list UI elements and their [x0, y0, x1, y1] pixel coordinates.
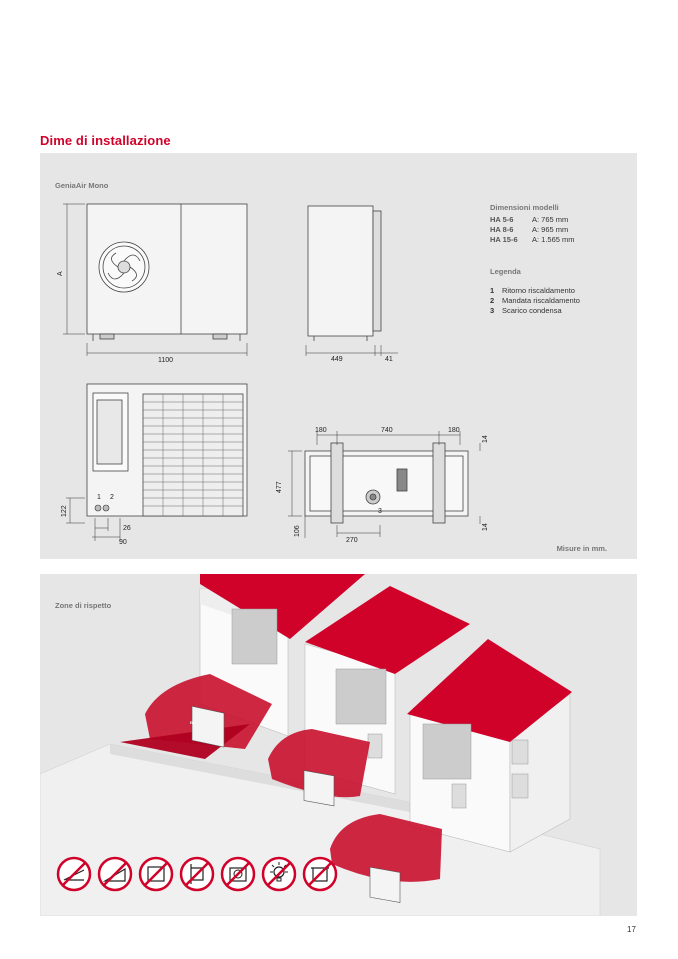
marker-1: 1 [97, 494, 101, 501]
dim-270: 270 [346, 537, 358, 544]
dim-180-left: 180 [315, 427, 327, 434]
legend-num: 2 [490, 296, 495, 305]
legend-block [490, 267, 580, 316]
legend-text: Mandata riscaldamento [502, 296, 580, 305]
dim-106: 106 [294, 525, 301, 537]
model-row [490, 215, 575, 225]
model-name: HA 15-6 [490, 235, 518, 244]
no-enclosure-icon [138, 856, 174, 892]
legend-heading: Legenda [490, 267, 521, 276]
marker-2: 2 [110, 494, 114, 501]
dim-width-1100: 1100 [158, 357, 174, 364]
model-value: A: 965 mm [532, 225, 569, 234]
zone1-label: m [190, 720, 195, 725]
base-plan-drawing [305, 443, 468, 523]
no-cover-icon [220, 856, 256, 892]
model-value: A: 765 mm [532, 215, 569, 224]
page-number: 17 [627, 925, 636, 934]
front-view-drawing [87, 204, 247, 341]
measures-note: Misure in mm. [556, 544, 607, 553]
model-value: A: 1.565 mm [532, 235, 575, 244]
no-wall-recess-icon [179, 856, 215, 892]
zones-panel [40, 574, 637, 916]
no-slope-icon [56, 856, 92, 892]
dim-122: 122 [61, 505, 68, 517]
prohibition-icons-row [56, 856, 338, 892]
dim-14-bottom: 14 [482, 523, 489, 531]
models-heading: Dimensioni modelli [490, 203, 559, 212]
dim-90: 90 [119, 539, 127, 546]
no-roof-icon [302, 856, 338, 892]
house-3 [407, 639, 572, 852]
dim-740: 740 [381, 427, 393, 434]
dim-depth-449: 449 [331, 356, 343, 363]
legend-row [490, 296, 580, 306]
model-row [490, 235, 575, 245]
model-name: HA 8-6 [490, 225, 514, 234]
model-row [490, 225, 575, 235]
marker-3: 3 [378, 508, 382, 515]
models-spec-block [490, 203, 575, 245]
legend-num: 3 [490, 306, 495, 315]
legend-text: Ritorno riscaldamento [502, 286, 575, 295]
dim-14-top: 14 [482, 435, 489, 443]
dim-477: 477 [276, 481, 283, 493]
legend-row [490, 306, 580, 316]
dim-height-a: A [57, 271, 64, 276]
panel-label-model: GeniaAir Mono [55, 181, 109, 190]
no-light-icon [261, 856, 297, 892]
dim-26: 26 [123, 525, 131, 532]
no-ramp-icon [97, 856, 133, 892]
dim-180-right: 180 [448, 427, 460, 434]
model-name: HA 5-6 [490, 215, 514, 224]
legend-row [490, 286, 580, 296]
panel-label-zones: Zone di rispetto [55, 601, 112, 610]
legend-text: Scarico condensa [502, 306, 562, 315]
dim-depth-41: 41 [385, 356, 393, 363]
side-view-drawing [308, 206, 381, 341]
dimensions-panel [40, 153, 637, 559]
page-title: Dime di installazione [40, 133, 171, 148]
legend-num: 1 [490, 286, 495, 295]
